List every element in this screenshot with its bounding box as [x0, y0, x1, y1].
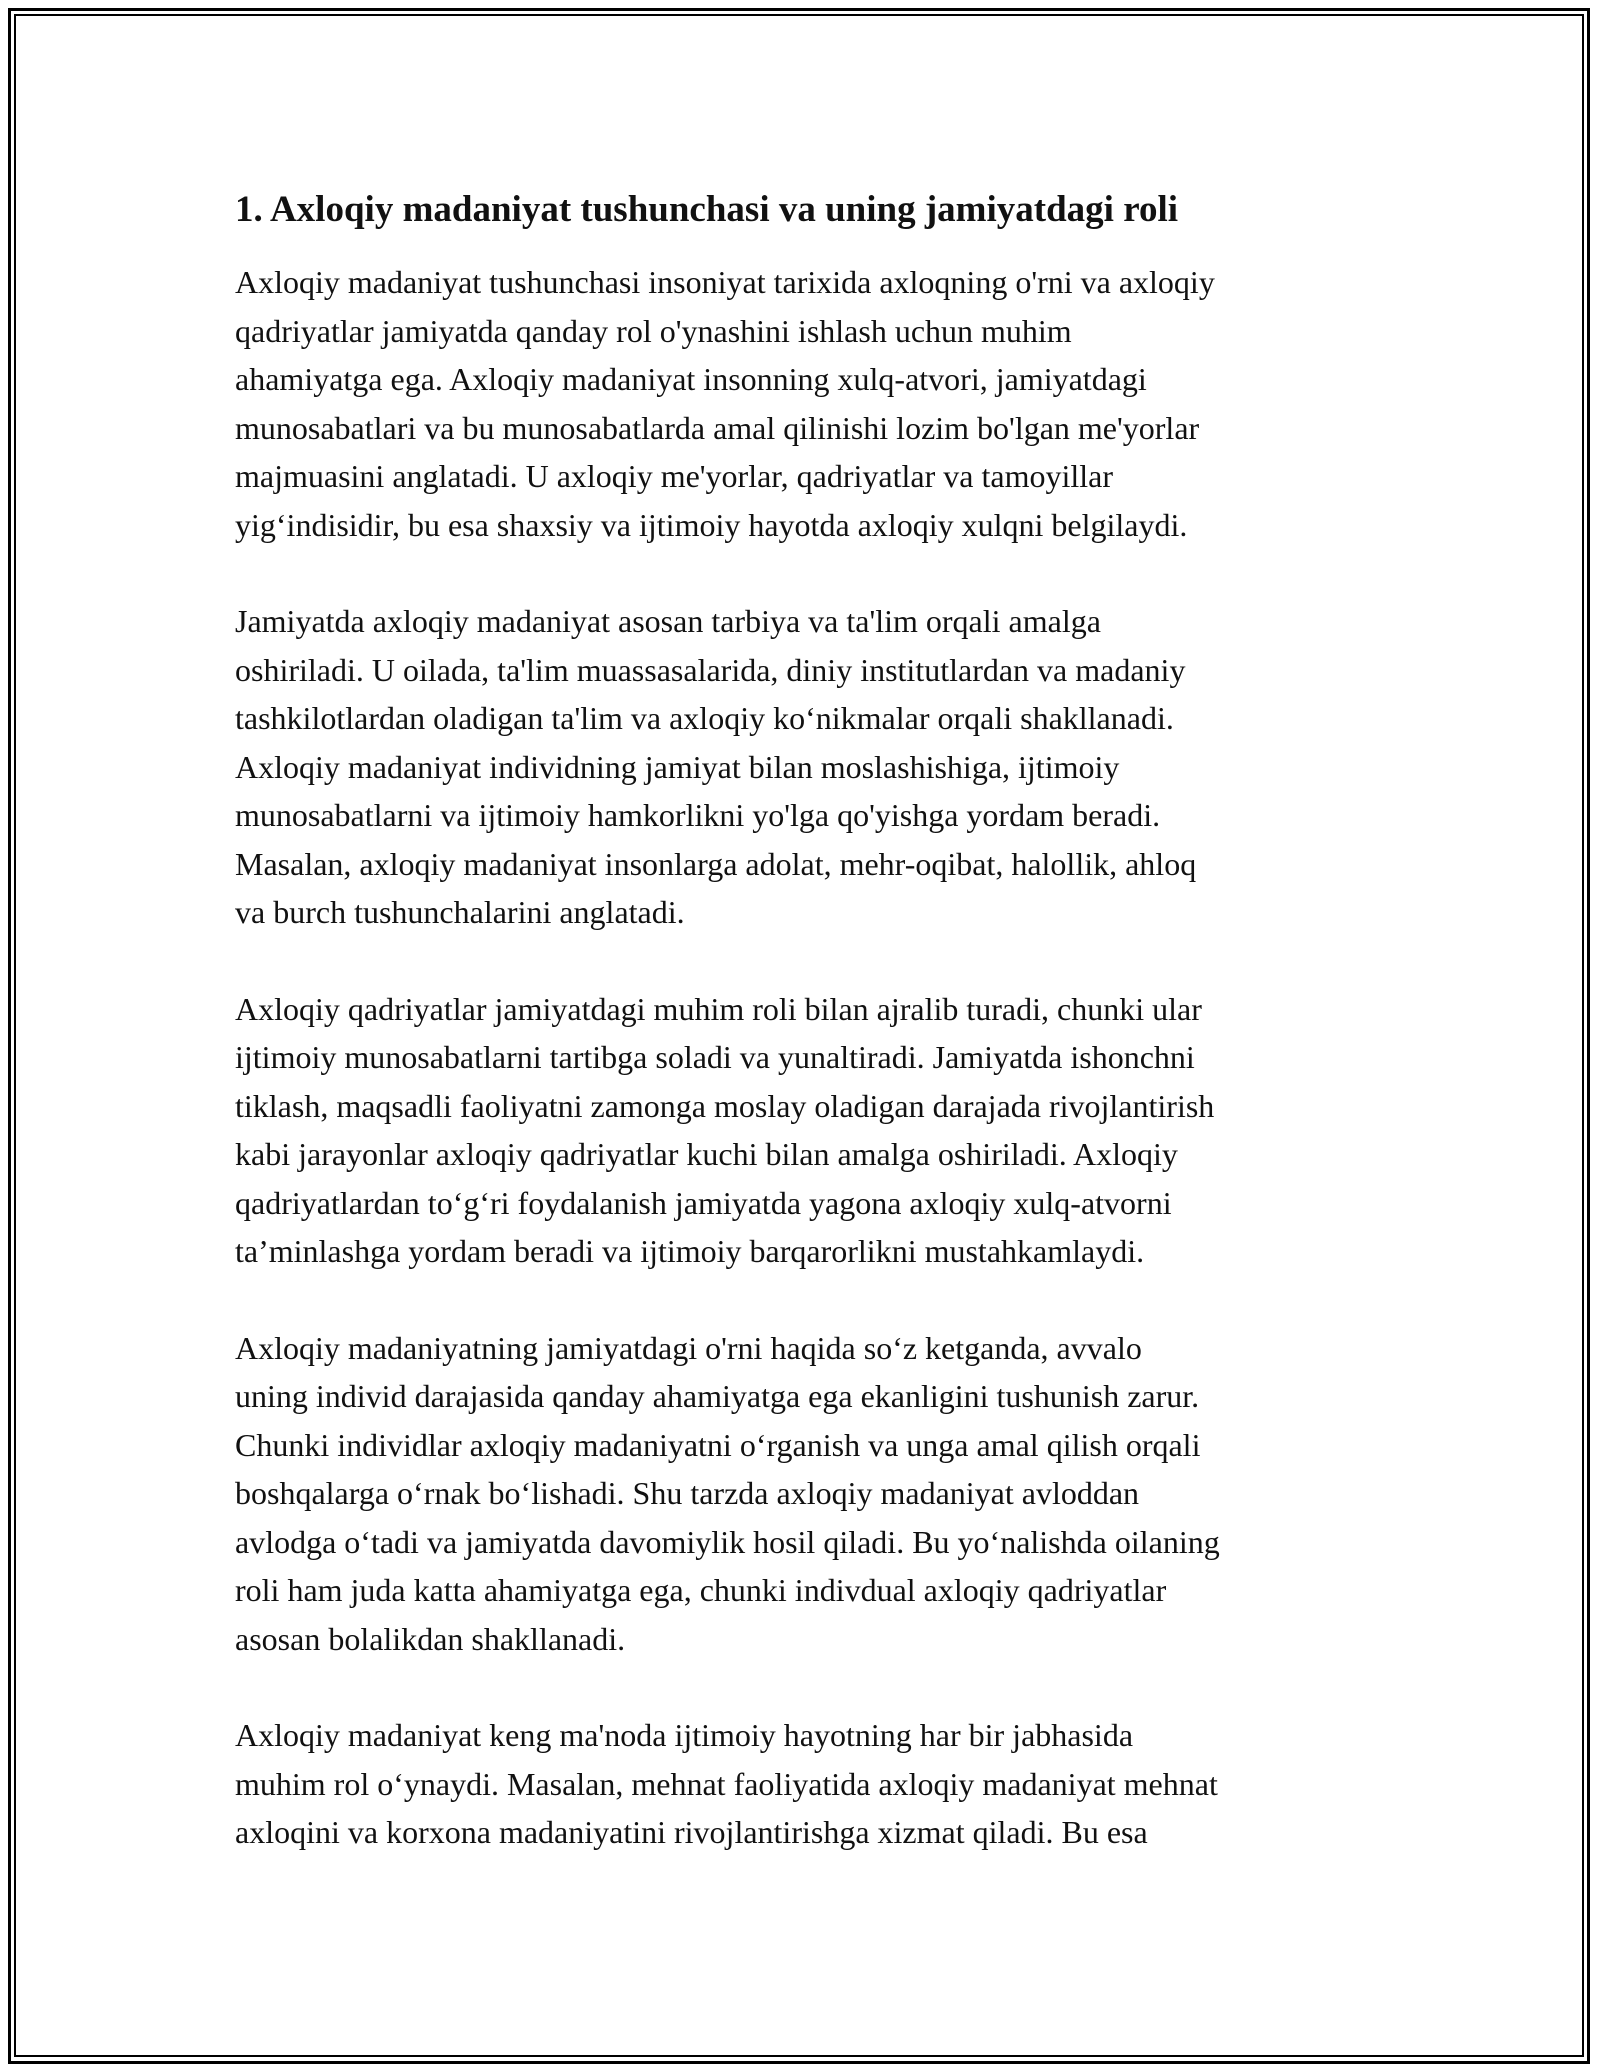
- text-line: boshqalarga o‘rnak bo‘lishadi. Shu tarzda axloqiy madaniyat avloddan: [235, 1475, 1140, 1511]
- text-line: Axloqiy madaniyat keng ma'noda ijtimoiy hayotning har bir jabhasida: [235, 1717, 1134, 1753]
- text-line: Axloqiy qadriyatlar jamiyatdagi muhim roli bilan ajralib turadi, chunki ular: [235, 990, 1202, 1027]
- paragraph-3: [235, 985, 1390, 1276]
- text-line: Axloqiy madaniyat individning jamiyat bilan moslashishiga, ijtimoiy: [235, 748, 1120, 785]
- text-line: tashkilotlardan oladigan ta'lim va axloqiy ko‘nikmalar orqali shakllanadi.: [235, 700, 1174, 736]
- text-line: Axloqiy madaniyatning jamiyatdagi o'rni haqida so‘z ketganda, avvalo: [235, 1329, 1142, 1366]
- text-line: uning individ darajasida qanday ahamiyatga ega ekanligini tushunish zarur.: [235, 1378, 1200, 1414]
- text-line: axloqini va korxona madaniyatini rivojlantirishga xizmat qiladi. Bu esa: [235, 1814, 1148, 1850]
- text-line: Jamiyatda axloqiy madaniyat asosan tarbiya va ta'lim orqali amalga: [235, 603, 1101, 639]
- text-line: va burch tushunchalarini anglatadi.: [235, 894, 685, 930]
- text-line: Chunki individlar axloqiy madaniyatni o‘rganish va unga amal qilish orqali: [235, 1426, 1201, 1463]
- text-line: qadriyatlar jamiyatda qanday rol o'ynashini ishlash uchun muhim: [235, 312, 1072, 349]
- text-line: kabi jarayonlar axloqiy qadriyatlar kuchi bilan amalga oshiriladi. Axloqiy: [235, 1136, 1178, 1172]
- text-line: asosan bolalikdan shakllanadi.: [235, 1620, 626, 1657]
- text-line: ta’minlashga yordam beradi va ijtimoiy barqarorlikni mustahkamlaydi.: [235, 1233, 1145, 1269]
- text-line: Axloqiy madaniyat tushunchasi insoniyat tarixida axloqning o'rni va axloqiy: [235, 264, 1215, 300]
- text-line: munosabatlarni va ijtimoiy hamkorlikni yo'lga qo'yishga yordam beradi.: [235, 797, 1161, 833]
- paragraph-4: [235, 1324, 1390, 1664]
- text-line: avlodga o‘tadi va jamiyatda davomiylik hosil qiladi. Bu yo‘nalishda oilaning: [235, 1523, 1220, 1560]
- text-line: Masalan, axloqiy madaniyat insonlarga adolat, mehr-oqibat, halollik, ahloq: [235, 845, 1197, 882]
- text-line: majmuasini anglatadi. U axloqiy me'yorlar, qadriyatlar va tamoyillar: [235, 458, 1113, 494]
- text-line: tiklash, maqsadli faoliyatni zamonga moslay oladigan darajada rivojlantirish: [235, 1087, 1215, 1124]
- text-line: muhim rol o‘ynaydi. Masalan, mehnat faoliyatida axloqiy madaniyat mehnat: [235, 1765, 1218, 1802]
- text-line: ahamiyatga ega. Axloqiy madaniyat insonning xulq-atvori, jamiyatdagi: [235, 361, 1147, 397]
- text-line: qadriyatlardan to‘g‘ri foydalanish jamiyatda yagona axloqiy xulq-atvorni: [235, 1184, 1172, 1221]
- text-line: munosabatlari va bu munosabatlarda amal qilinishi lozim bo'lgan me'yorlar: [235, 409, 1200, 446]
- paragraph-2: [235, 597, 1390, 937]
- section-heading: 1. Axloqiy madaniyat tushunchasi va uning jamiyatdagi roli: [235, 189, 1179, 230]
- text-line: oshiriladi. U oilada, ta'lim muassasalarida, diniy institutlardan va madaniy: [235, 651, 1186, 688]
- paragraph-1: [235, 258, 1390, 549]
- text-line: yig‘indisidir, bu esa shaxsiy va ijtimoiy hayotda axloqiy xulqni belgilaydi.: [235, 506, 1188, 543]
- text-line: ijtimoiy munosabatlarni tartibga soladi va yunaltiradi. Jamiyatda ishonchni: [235, 1039, 1195, 1075]
- text-line: roli ham juda katta ahamiyatga ega, chunki indivdual axloqiy qadriyatlar: [235, 1572, 1167, 1608]
- paragraph-5: [235, 1711, 1390, 1857]
- document-body: [235, 184, 1390, 1905]
